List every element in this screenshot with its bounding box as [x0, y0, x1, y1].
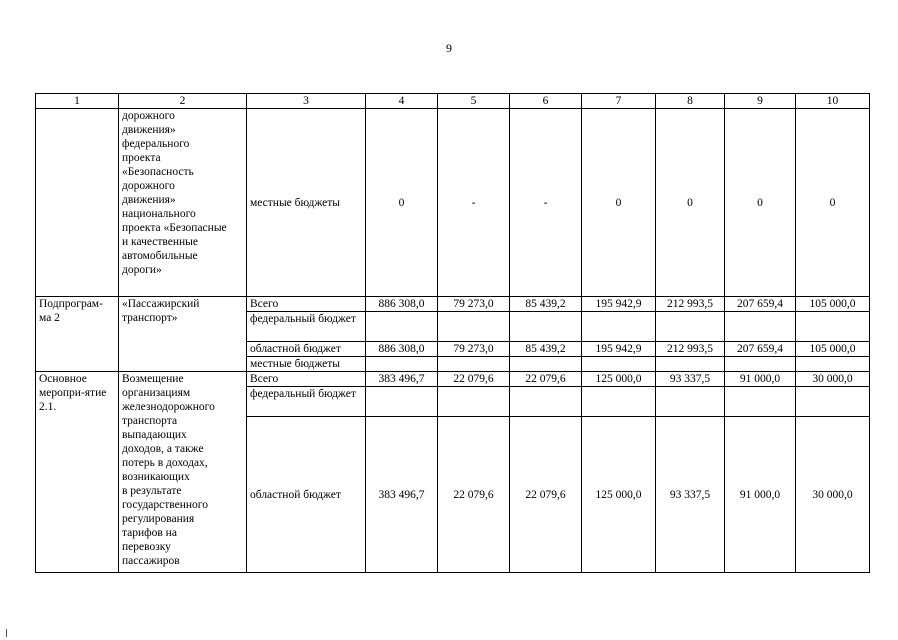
source-cell: местные бюджеты: [247, 357, 366, 372]
name-line: движения»: [122, 124, 176, 136]
name-cell: «Пассажирский транспорт»: [119, 297, 247, 372]
value-cell: -: [438, 109, 510, 297]
name-line: железнодорожного: [122, 401, 215, 413]
value-cell: [656, 357, 725, 372]
budget-table: [35, 93, 870, 573]
value-cell: 383 496,7: [366, 372, 438, 387]
value-cell: [582, 357, 656, 372]
value-cell: 0: [366, 109, 438, 297]
edge-mark: [6, 629, 7, 637]
value-cell: [796, 387, 870, 417]
name-line: пассажиров: [122, 555, 180, 567]
name-line: дороги»: [122, 264, 162, 276]
name-line: Возмещение: [122, 373, 184, 385]
value-cell: 0: [725, 109, 796, 297]
header-cell: 5: [438, 94, 510, 109]
value-cell: 91 000,0: [725, 417, 796, 573]
name-line: возникающих: [122, 471, 190, 483]
value-cell: 125 000,0: [582, 372, 656, 387]
name-line: движения»: [122, 194, 176, 206]
header-row: [36, 94, 870, 109]
source-cell: федеральный бюджет: [247, 312, 366, 342]
value-cell: [366, 312, 438, 342]
code-cell: Подпрограм-ма 2: [36, 297, 119, 372]
value-cell: [510, 312, 582, 342]
value-cell: 85 439,2: [510, 297, 582, 312]
name-line: потерь в доходах,: [122, 457, 208, 469]
value-cell: 93 337,5: [656, 417, 725, 573]
name-line: проекта: [122, 152, 161, 164]
name-line: национального: [122, 208, 196, 220]
value-cell: 79 273,0: [438, 297, 510, 312]
value-cell: [656, 387, 725, 417]
value-cell: 22 079,6: [510, 417, 582, 573]
value-cell: [656, 312, 725, 342]
name-line: дорожного: [122, 110, 175, 122]
value-cell: [725, 387, 796, 417]
name-line: федерального: [122, 138, 190, 150]
name-line: и качественные: [122, 236, 198, 248]
value-cell: [796, 357, 870, 372]
page-number: 9: [446, 41, 452, 55]
value-cell: 91 000,0: [725, 372, 796, 387]
name-line: организациям: [122, 387, 191, 399]
value-cell: [366, 357, 438, 372]
name-line: тарифов на: [122, 527, 177, 539]
value-cell: 0: [656, 109, 725, 297]
value-cell: 886 308,0: [366, 342, 438, 357]
name-line: выпадающих: [122, 429, 187, 441]
table-row: [36, 109, 870, 297]
header-cell: 2: [119, 94, 247, 109]
value-cell: 0: [582, 109, 656, 297]
name-line: регулирования: [122, 513, 195, 525]
source-cell: федеральный бюджет: [247, 387, 366, 417]
header-cell: 10: [796, 94, 870, 109]
value-cell: 383 496,7: [366, 417, 438, 573]
value-cell: 22 079,6: [438, 417, 510, 573]
value-cell: [725, 312, 796, 342]
value-cell: 30 000,0: [796, 372, 870, 387]
table-row: [36, 372, 870, 387]
value-cell: 195 942,9: [582, 342, 656, 357]
value-cell: 0: [796, 109, 870, 297]
value-cell: 195 942,9: [582, 297, 656, 312]
name-cell: [119, 109, 247, 297]
value-cell: [582, 312, 656, 342]
value-cell: 207 659,4: [725, 297, 796, 312]
name-line: транспорта: [122, 415, 178, 427]
header-cell: 3: [247, 94, 366, 109]
value-cell: 886 308,0: [366, 297, 438, 312]
name-line: доходов, а также: [122, 443, 204, 455]
code-cell: Основное меропри-ятие 2.1.: [36, 372, 119, 573]
value-cell: 105 000,0: [796, 342, 870, 357]
value-cell: 22 079,6: [438, 372, 510, 387]
name-line: автомобильные: [122, 250, 198, 262]
value-cell: [438, 387, 510, 417]
value-cell: 93 337,5: [656, 372, 725, 387]
name-line: дорожного: [122, 180, 175, 192]
value-cell: 105 000,0: [796, 297, 870, 312]
value-cell: [510, 357, 582, 372]
header-cell: 6: [510, 94, 582, 109]
value-cell: 207 659,4: [725, 342, 796, 357]
value-cell: [796, 312, 870, 342]
code-cell: [36, 109, 119, 297]
value-cell: [725, 357, 796, 372]
source-cell: местные бюджеты: [247, 109, 366, 297]
name-line: проекта «Безопасные: [122, 222, 227, 234]
name-line: «Безопасность: [122, 166, 194, 178]
value-cell: 125 000,0: [582, 417, 656, 573]
name-line: перевозку: [122, 541, 171, 553]
table-row: [36, 297, 870, 312]
name-line: в результате: [122, 485, 182, 497]
header-cell: 8: [656, 94, 725, 109]
value-cell: [438, 312, 510, 342]
value-cell: 212 993,5: [656, 342, 725, 357]
value-cell: 212 993,5: [656, 297, 725, 312]
value-cell: 79 273,0: [438, 342, 510, 357]
value-cell: 22 079,6: [510, 372, 582, 387]
source-cell: областной бюджет: [247, 342, 366, 357]
source-cell: Всего: [247, 372, 366, 387]
value-cell: [366, 387, 438, 417]
value-cell: [438, 357, 510, 372]
value-cell: [510, 387, 582, 417]
name-line: государственного: [122, 499, 208, 511]
source-cell: Всего: [247, 297, 366, 312]
value-cell: -: [510, 109, 582, 297]
header-cell: 7: [582, 94, 656, 109]
source-cell: областной бюджет: [247, 417, 366, 573]
value-cell: [582, 387, 656, 417]
value-cell: 85 439,2: [510, 342, 582, 357]
header-cell: 4: [366, 94, 438, 109]
header-cell: 1: [36, 94, 119, 109]
header-cell: 9: [725, 94, 796, 109]
name-cell: [119, 372, 247, 573]
value-cell: 30 000,0: [796, 417, 870, 573]
